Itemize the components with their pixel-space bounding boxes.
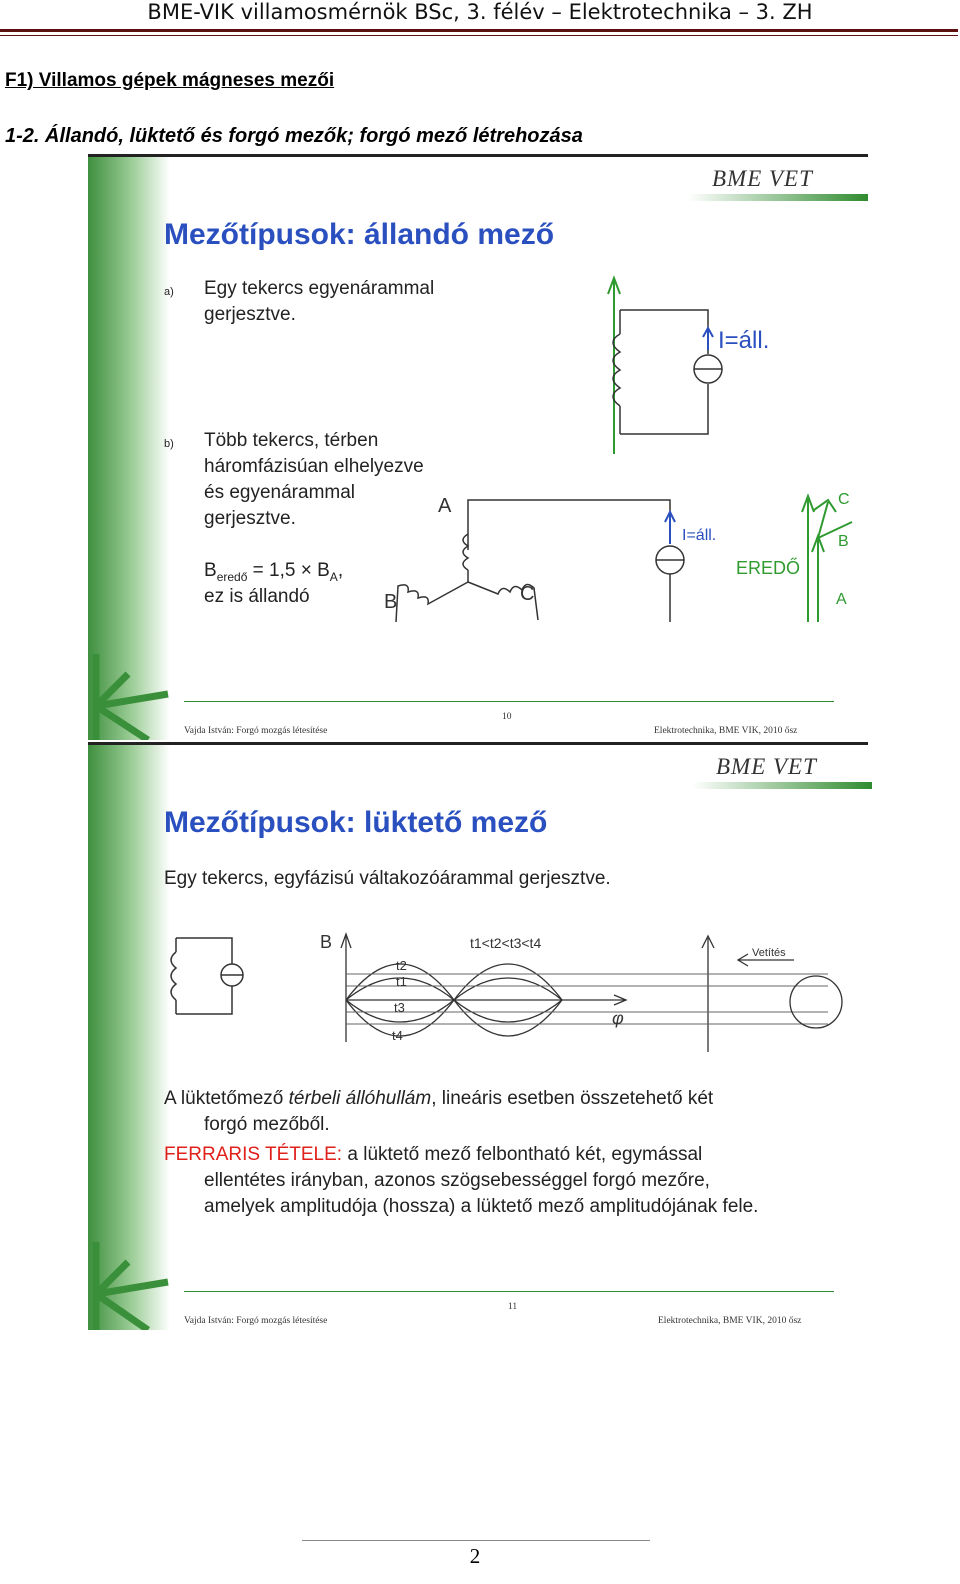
header-rule-thick	[0, 29, 958, 32]
slide-1	[88, 154, 874, 740]
footer-left: Vajda István: Forgó mozgás létesítése	[184, 1316, 328, 1326]
ferraris-line-2: ellentétes irányban, azonos szögsebességgel forgó mezőre,	[204, 1170, 710, 1191]
label-A: A	[438, 495, 452, 517]
header-rule-thin	[0, 35, 958, 36]
label-C: C	[520, 583, 535, 605]
item-a-marker: a)	[164, 286, 174, 298]
three-phase-circuit	[396, 500, 684, 622]
slide-1-diagrams	[88, 154, 874, 740]
ferraris-line-3: amelyek amplitudója (hossza) a lüktető mező amplitudójának fele.	[204, 1196, 759, 1217]
footer-right: Elektrotechnika, BME VIK, 2010 ősz	[658, 1316, 802, 1326]
label-phi: φ	[612, 1008, 624, 1028]
label-t2: t2	[396, 958, 407, 973]
p1-a: A lüktetőmező	[164, 1088, 289, 1109]
label-order: t1<t2<t3<t4	[470, 935, 542, 951]
item-b-text-1: Több tekercs, térben	[204, 430, 379, 451]
subsection-title: 1-2. Állandó, lüktető és forgó mezők; forgó mező létrehozása	[5, 125, 583, 147]
footer-rule	[184, 701, 834, 702]
slide-title: Mezőtípusok: lüktető mező	[164, 806, 548, 839]
slide-intro: Egy tekercs, egyfázisú váltakozóárammal gerjesztve.	[164, 868, 611, 889]
item-b-marker: b)	[164, 438, 174, 450]
p1-b: térbeli állóhullám	[288, 1088, 432, 1109]
formula-sub2: A	[329, 569, 338, 584]
item-b-text-3: és egyenárammal	[204, 482, 356, 503]
ferraris-label: FERRARIS TÉTELE:	[164, 1144, 343, 1165]
slide-page: 10	[502, 712, 512, 722]
label-vetites: Vetítés	[752, 947, 786, 959]
slide-title: Mezőtípusok: állandó mező	[164, 218, 555, 251]
formula-b: B	[204, 560, 217, 581]
coil-circuit	[171, 938, 243, 1014]
page-number: 2	[469, 1544, 481, 1568]
slide-page: 11	[508, 1302, 518, 1312]
paragraph-1	[164, 1086, 713, 1112]
footer-rule	[184, 1291, 834, 1292]
formula-rest: = 1,5 × B	[252, 560, 330, 581]
page-number-rule	[302, 1540, 650, 1541]
label-B: B	[384, 591, 398, 613]
vec-label-C: C	[838, 491, 850, 508]
single-coil-circuit	[608, 278, 722, 454]
formula-sub: eredő	[216, 569, 248, 584]
slide-brand: BME VET	[716, 754, 817, 779]
paragraph-1-line-2: forgó mezőből.	[204, 1114, 330, 1135]
vec-label-B: B	[838, 533, 849, 550]
ferraris-text-1: a lüktető mező felbontható két, egymással	[342, 1144, 703, 1165]
formula-comma: ,	[337, 560, 344, 581]
vec-label-A: A	[836, 591, 847, 608]
logo-icon	[96, 654, 168, 740]
p1-c: , lineáris esetben összetehető két	[431, 1088, 714, 1109]
label-i-big: I=áll.	[718, 327, 770, 354]
logo-icon	[96, 1242, 168, 1330]
ferraris-line-1	[164, 1142, 702, 1168]
slide-brand: BME VET	[712, 166, 813, 191]
footer-left: Vajda István: Forgó mozgás létesítése	[184, 726, 328, 736]
label-B2: B	[320, 932, 333, 952]
page-header: BME-VIK villamosmérnök BSc, 3. félév – Elektrotechnika – 3. ZH	[147, 0, 813, 24]
item-a-text-1: Egy tekercs egyenárammal	[204, 278, 435, 299]
label-t3: t3	[394, 1000, 405, 1015]
item-a-text-2: gerjesztve.	[204, 304, 296, 325]
section-title: F1) Villamos gépek mágneses mezői	[5, 70, 335, 91]
label-i-small: I=áll.	[682, 527, 717, 544]
label-t4: t4	[392, 1028, 403, 1043]
footer-right: Elektrotechnika, BME VIK, 2010 ősz	[654, 726, 798, 736]
item-b-text-4: gerjesztve.	[204, 508, 296, 529]
slide-2-diagrams	[88, 742, 874, 1330]
label-t1: t1	[396, 974, 407, 989]
slide-2	[88, 742, 874, 1330]
item-b-text-2: háromfázisúan elhelyezve	[204, 456, 424, 477]
formula-line-2: ez is állandó	[204, 586, 310, 607]
label-ered: EREDŐ	[736, 558, 801, 578]
